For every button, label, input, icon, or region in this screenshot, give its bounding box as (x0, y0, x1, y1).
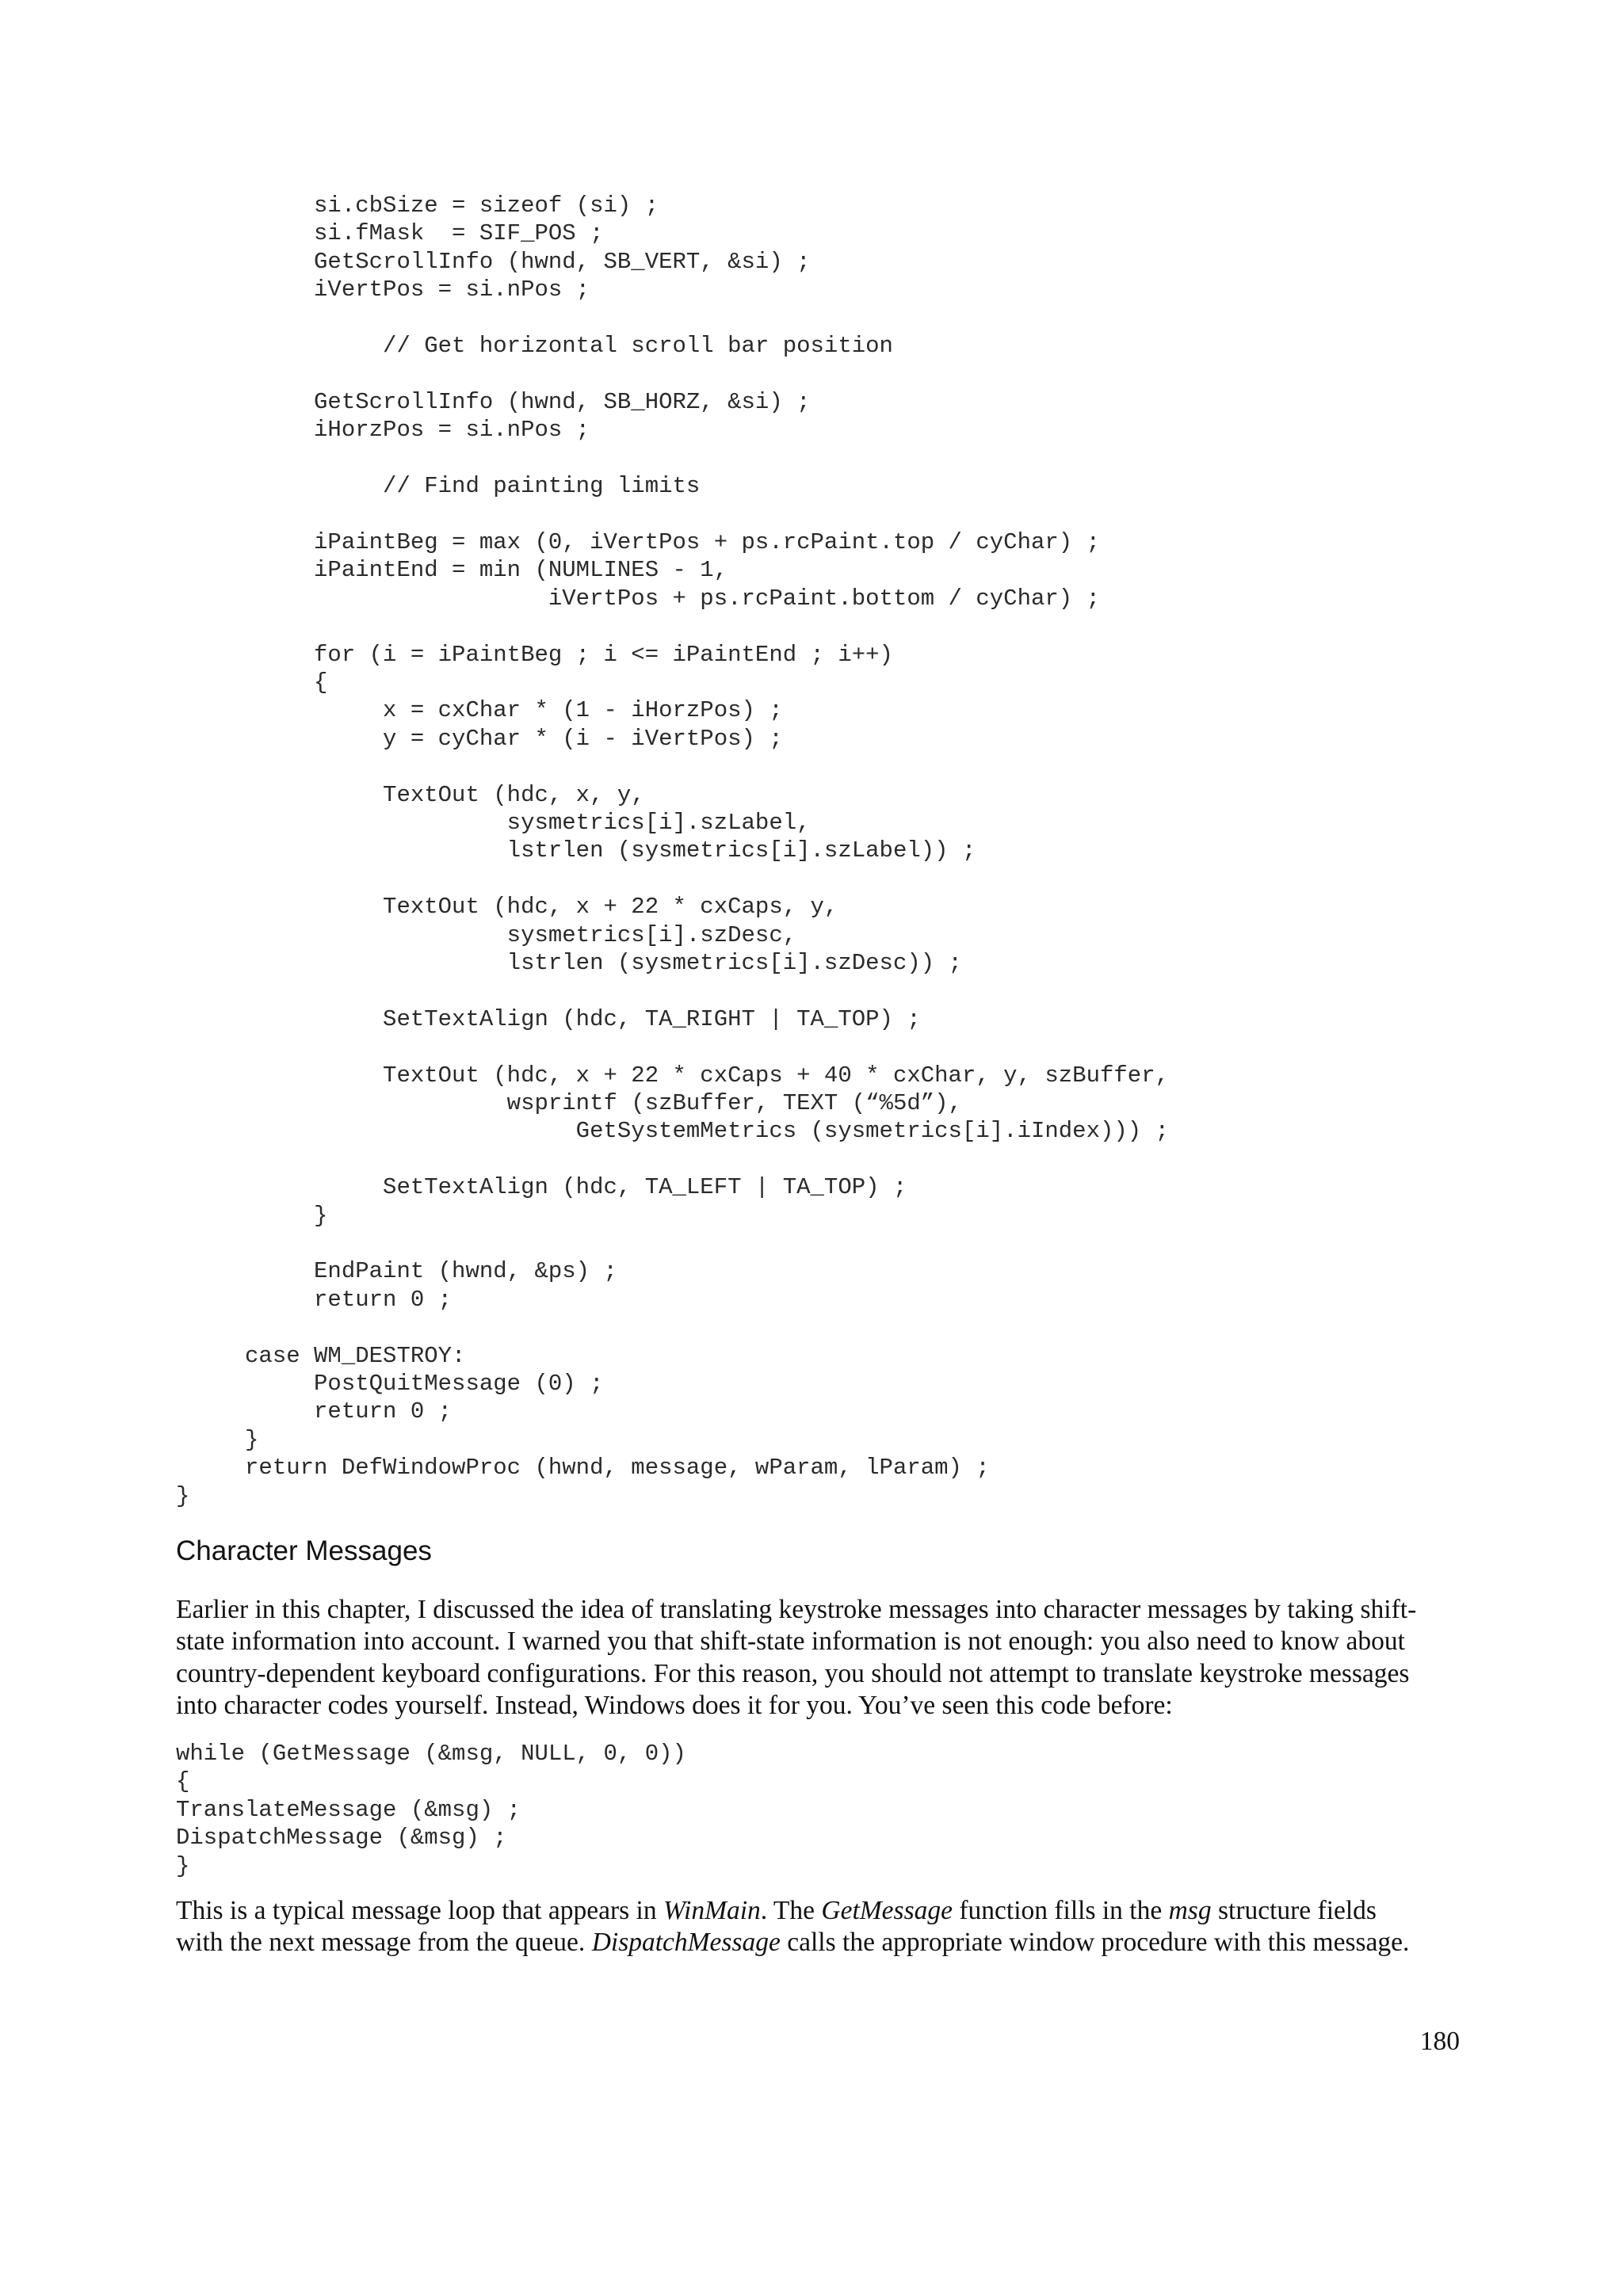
code-line (176, 500, 1169, 528)
code-line: return 0 ; (176, 1398, 453, 1425)
code-line: SetTextAlign (hdc, TA_LEFT | TA_TOP) ; (176, 1174, 907, 1201)
code-line: lstrlen (sysmetrics[i].szLabel)) ; (176, 837, 976, 864)
code-line: return 0 ; (176, 1286, 453, 1313)
code-line: return DefWindowProc (hwnd, message, wParam, lParam) ; (176, 1455, 990, 1482)
code-line: TranslateMessage (&msg) ; (176, 1796, 521, 1823)
text-run: structure fields (1211, 1896, 1377, 1925)
code-line: TextOut (hdc, x + 22 * cxCaps + 40 * cxChar, y, szBuffer, (176, 1062, 1170, 1089)
code-line: y = cyChar * (i - iVertPos) ; (176, 725, 783, 752)
code-line: while (GetMessage (&msg, NULL, 0, 0)) (176, 1741, 686, 1767)
code-line: iVertPos + ps.rcPaint.bottom / cyChar) ; (176, 585, 1100, 612)
code-line: si.cbSize = sizeof (si) ; (176, 193, 659, 219)
code-line: lstrlen (sysmetrics[i].szDesc)) ; (176, 949, 962, 976)
code-line: x = cxChar * (1 - iHorzPos) ; (176, 697, 783, 724)
code-line: PostQuitMessage (0) ; (176, 1371, 604, 1398)
code-line (176, 977, 1169, 1005)
code-line: DispatchMessage (&msg) ; (176, 1825, 507, 1852)
text-run: . The (760, 1896, 822, 1925)
code-line: si.fMask = SIF_POS ; (176, 220, 604, 247)
code-line: EndPaint (hwnd, &ps) ; (176, 1258, 617, 1285)
paragraph-line: Earlier in this chapter, I discussed the idea of translating keystroke messages into character messages by taking shift- (176, 1595, 1417, 1624)
code-line: GetScrollInfo (hwnd, SB_VERT, &si) ; (176, 248, 811, 275)
code-line: wsprintf (szBuffer, TEXT (“%5d”), (176, 1090, 962, 1116)
code-line: iPaintBeg = max (0, iVertPos + ps.rcPaint.top / cyChar) ; (176, 528, 1100, 555)
paragraph-line: into character codes yourself. Instead, Windows does it for you. You’ve seen this code before: (176, 1691, 1173, 1721)
text-run: with the next message from the queue. (176, 1928, 592, 1958)
code-line: for (i = iPaintBeg ; i <= iPaintEnd ; i++) (176, 641, 893, 668)
page-number: 180 (1419, 2027, 1460, 2056)
code-line: // Find painting limits (176, 473, 701, 500)
code-line (176, 1033, 1169, 1061)
code-line (176, 865, 1169, 893)
code-line: SetTextAlign (hdc, TA_RIGHT | TA_TOP) ; (176, 1005, 921, 1032)
code-line (176, 444, 1169, 472)
code-line: iPaintEnd = min (NUMLINES - 1, (176, 557, 728, 584)
section-heading: Character Messages (176, 1535, 432, 1566)
code-line: { (176, 1768, 190, 1795)
body-paragraph-message-loop (176, 1895, 1460, 1959)
code-line (176, 753, 1169, 780)
code-line: GetSystemMetrics (sysmetrics[i].iIndex))) ; (176, 1118, 1170, 1145)
code-line: TextOut (hdc, x + 22 * cxCaps, y, (176, 894, 838, 921)
code-line: } (176, 1852, 190, 1879)
code-line: GetScrollInfo (hwnd, SB_HORZ, &si) ; (176, 388, 811, 415)
code-line (176, 360, 1169, 387)
code-line: } (176, 1202, 328, 1229)
text-run: calls the appropriate window procedure with this message. (780, 1928, 1410, 1958)
code-listing-message-loop (176, 1740, 686, 1880)
paragraph-line: state information into account. I warned you that shift-state information is not enough: you also need to know about (176, 1627, 1405, 1657)
code-line (176, 1230, 1169, 1257)
code-line: sysmetrics[i].szDesc, (176, 921, 797, 948)
getmessage-term: GetMessage (821, 1896, 953, 1925)
code-line: iHorzPos = si.nPos ; (176, 417, 590, 444)
code-line: TextOut (hdc, x, y, (176, 781, 645, 808)
paragraph-line: country-dependent keyboard configurations. For this reason, you should not attempt to translate keystroke messages (176, 1658, 1410, 1688)
paragraph-line (176, 1895, 1460, 1927)
code-line: sysmetrics[i].szLabel, (176, 809, 811, 836)
code-line (176, 304, 1169, 332)
code-line: iVertPos = si.nPos ; (176, 277, 590, 303)
code-line (176, 612, 1169, 640)
text-run: function fills in the (952, 1896, 1169, 1925)
code-line (176, 1314, 1169, 1341)
paragraph-line (176, 1927, 1460, 1958)
dispatchmessage-term: DispatchMessage (591, 1928, 781, 1958)
code-line: } (176, 1482, 190, 1509)
code-line (176, 1146, 1169, 1173)
code-listing-sysmets-paint (176, 192, 1169, 1510)
code-line: { (176, 669, 328, 696)
msg-term: msg (1168, 1896, 1212, 1925)
code-line: case WM_DESTROY: (176, 1342, 466, 1369)
body-paragraph-intro (176, 1594, 1460, 1722)
winmain-term: WinMain (663, 1896, 761, 1925)
code-line: // Get horizontal scroll bar position (176, 333, 893, 360)
code-line: } (176, 1426, 259, 1453)
text-run: This is a typical message loop that appears in (176, 1896, 663, 1925)
